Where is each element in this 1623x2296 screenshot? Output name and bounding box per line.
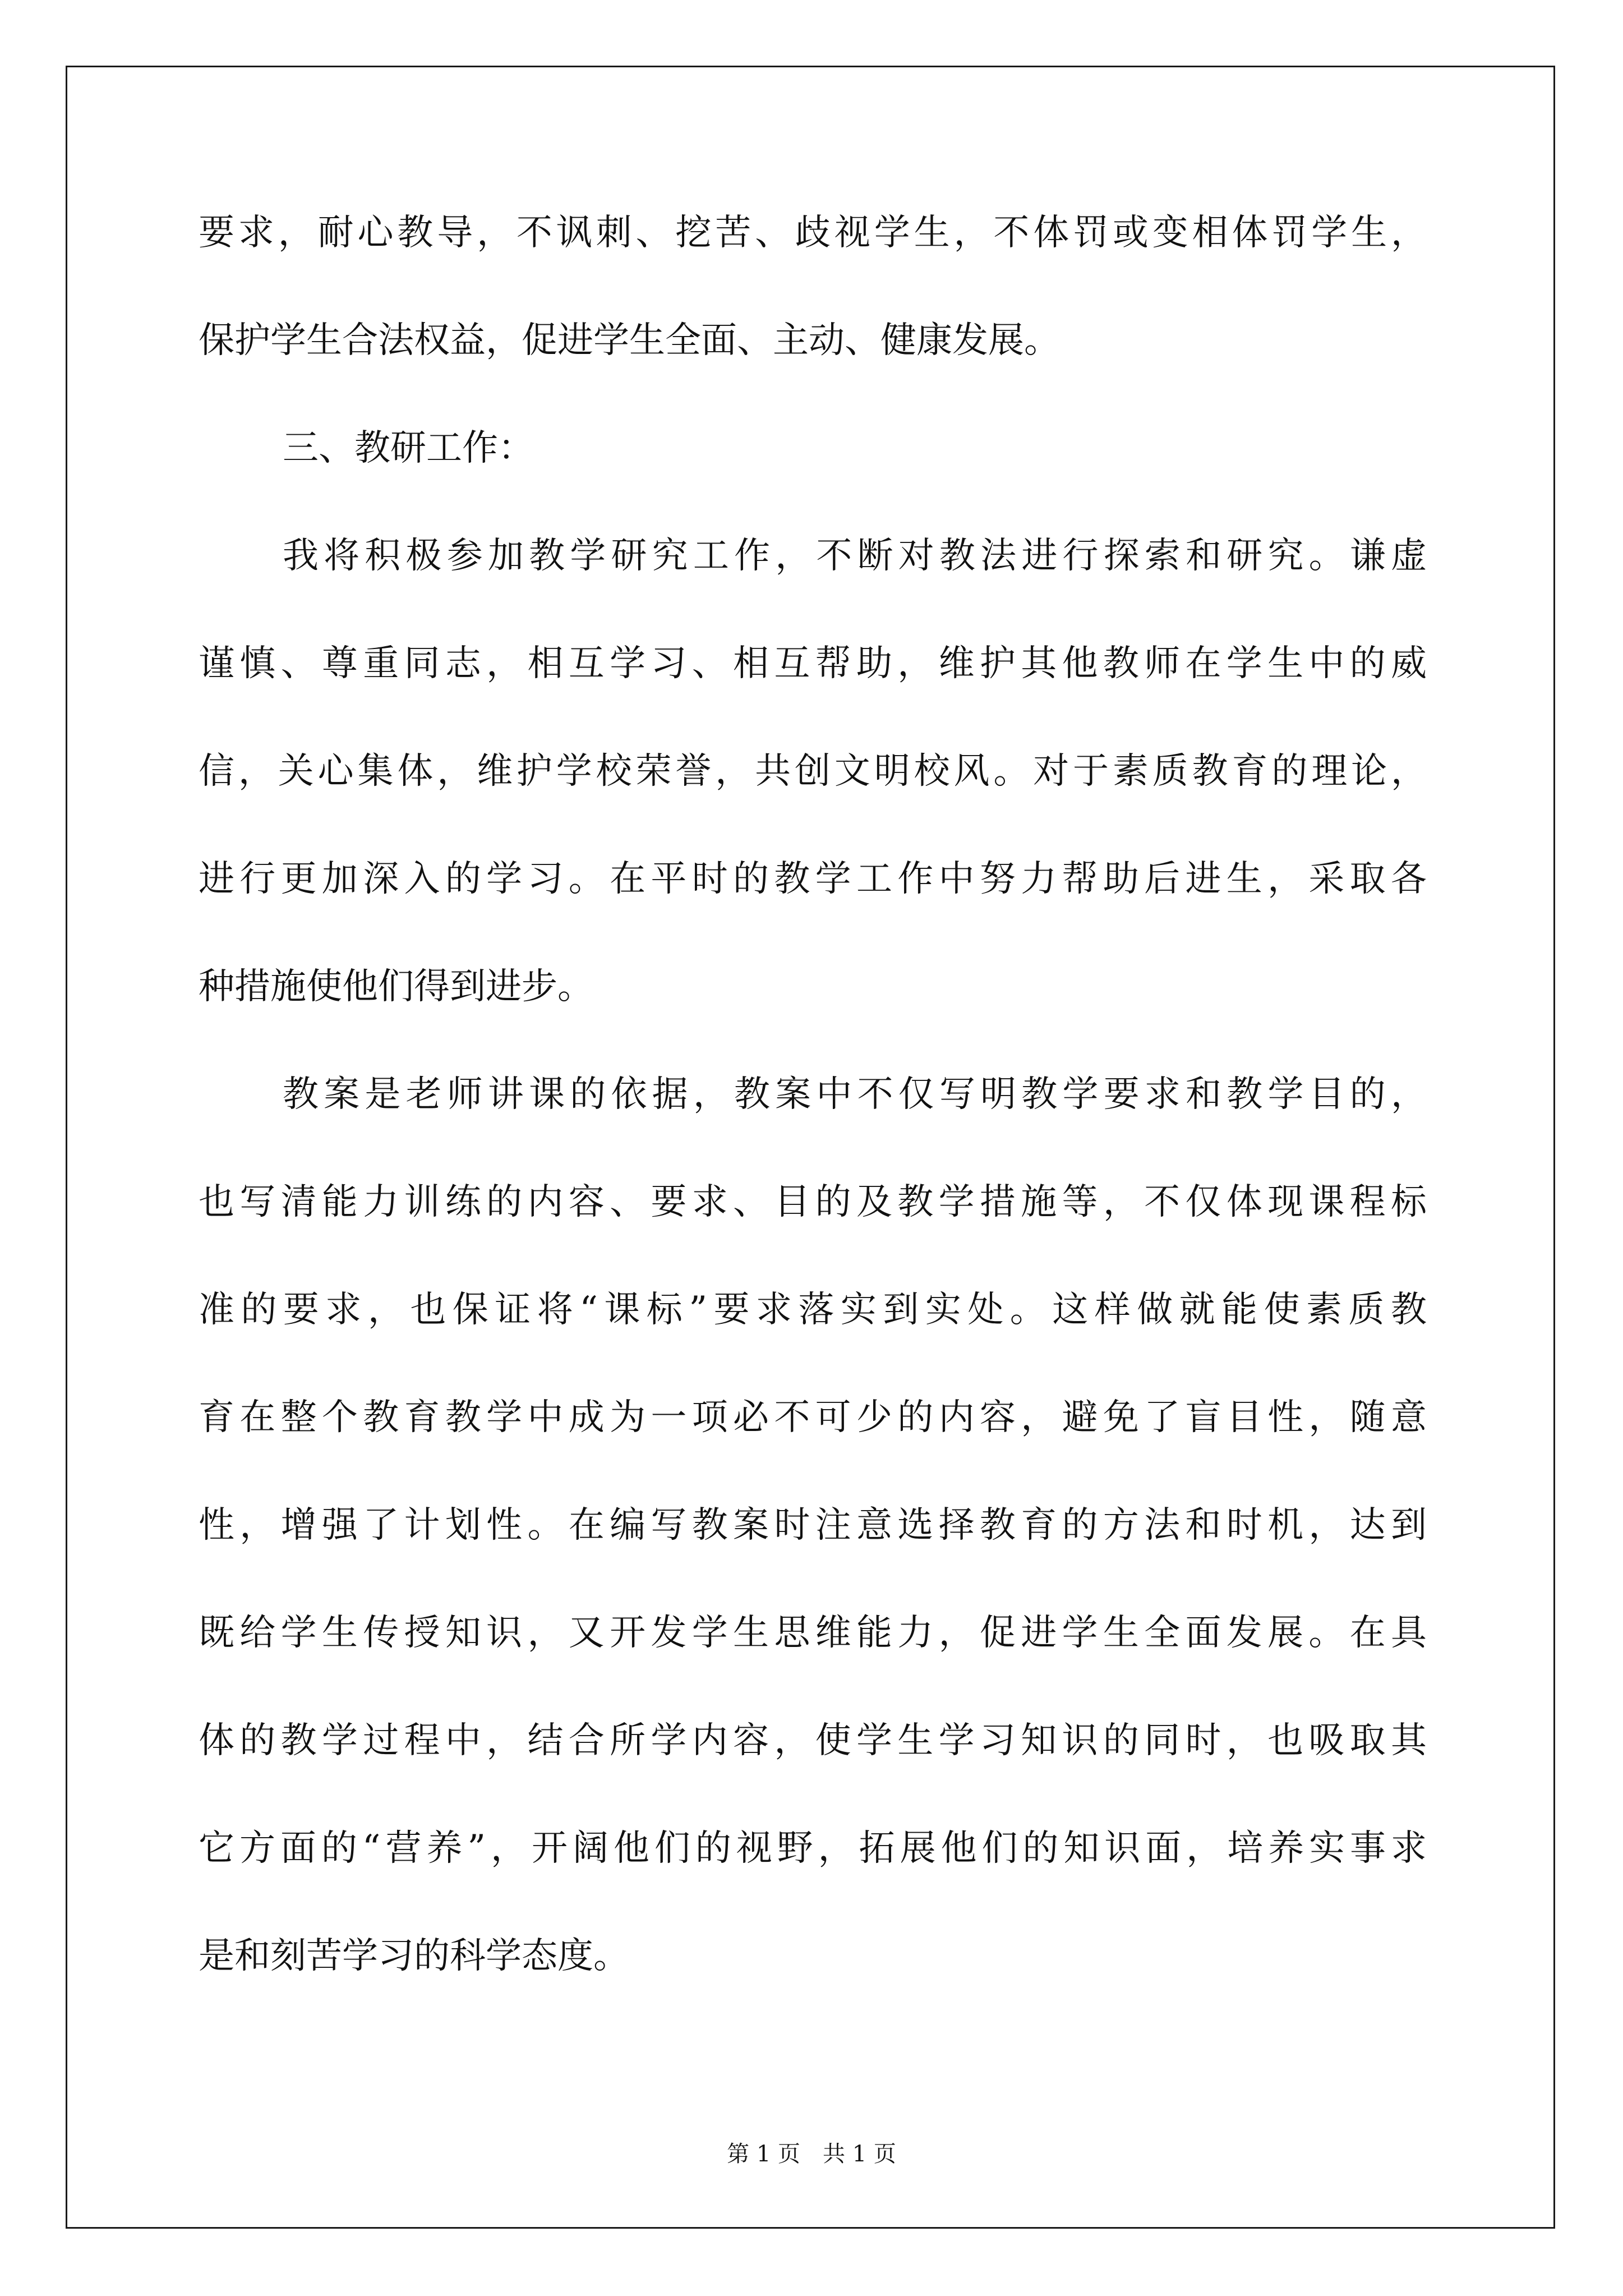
text-line: 保护学生合法权益，促进学生全面、主动、健康发展。: [199, 320, 1060, 361]
text-line: 是和刻苦学习的科学态度。: [199, 1935, 629, 1977]
text-line: 性，增强了计划性。在编写教案时注意选择教育的方法和时机，达到: [199, 1504, 1427, 1546]
text-line: 既给学生传授知识，又开发学生思维能力，促进学生全面发展。在具: [199, 1612, 1427, 1654]
text-line: 进行更加深入的学习。在平时的教学工作中努力帮助后进生，采取各: [199, 858, 1427, 900]
text-line: 要求，耐心教导，不讽刺、挖苦、歧视学生，不体罚或变相体罚学生，: [199, 212, 1427, 254]
text-line: 它方面的“营养”，开阔他们的视野，拓展他们的知识面，培养实事求: [199, 1828, 1427, 1869]
text-line: 育在整个教育教学中成为一项必不可少的内容，避免了盲目性，随意: [199, 1397, 1427, 1438]
text-line: 也写清能力训练的内容、要求、目的及教学措施等，不仅体现课程标: [199, 1181, 1427, 1223]
text-line: 教案是老师讲课的依据，教案中不仅写明教学要求和教学目的，: [283, 1074, 1427, 1115]
page-number: 第 1 页 共 1 页: [727, 2141, 896, 2167]
text-line: 我将积极参加教学研究工作，不断对教法进行探索和研究。谦虚: [283, 535, 1427, 577]
text-line: 谨慎、尊重同志，相互学习、相互帮助，维护其他教师在学生中的威: [199, 643, 1427, 684]
text-line: 种措施使他们得到进步。: [199, 966, 593, 1007]
text-line: 准的要求，也保证将“课标”要求落实到实处。这样做就能使素质教: [199, 1289, 1427, 1331]
text-line: 信，关心集体，维护学校荣誉，共创文明校风。对于素质教育的理论，: [199, 751, 1427, 792]
text-line: 体的教学过程中，结合所学内容，使学生学习知识的同时，也吸取其: [199, 1720, 1427, 1761]
section-heading: 三、教研工作：: [283, 427, 534, 469]
document-body: [199, 213, 1427, 2044]
